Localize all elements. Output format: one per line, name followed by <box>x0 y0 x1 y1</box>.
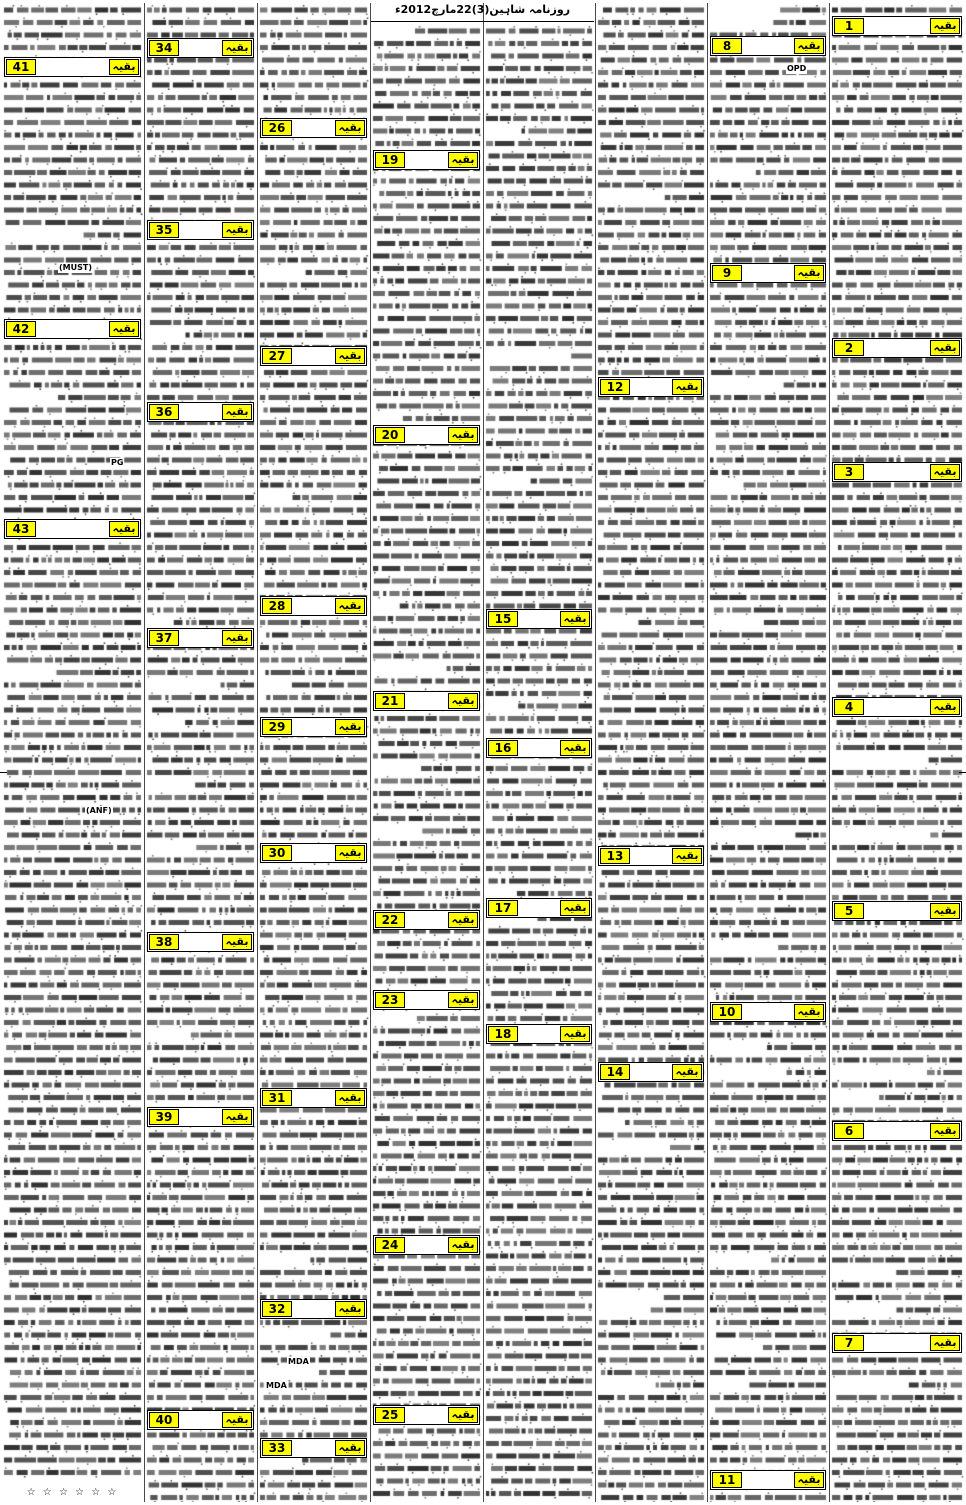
continuation-label: بقیہ <box>560 1026 590 1042</box>
continuation-marker <box>373 691 480 711</box>
continuation-marker <box>832 901 962 921</box>
continuation-label: بقیہ <box>794 1472 824 1488</box>
column-rule <box>595 3 596 1502</box>
continuation-marker <box>147 402 254 422</box>
column-rule <box>707 3 708 1502</box>
continuation-label: بقیہ <box>448 1407 478 1423</box>
continuation-label: بقیہ <box>335 1440 365 1456</box>
continuation-number: 12 <box>600 379 630 395</box>
text-fragment-must: (MUST) <box>59 263 92 272</box>
continuation-marker <box>373 1405 480 1425</box>
continuation-number: 8 <box>712 38 742 54</box>
continuation-marker <box>486 1024 592 1044</box>
continuation-number: 6 <box>834 1123 864 1139</box>
continuation-marker <box>832 697 962 717</box>
continuation-number: 15 <box>488 611 518 627</box>
masthead-rule <box>371 21 594 22</box>
continuation-marker <box>832 1333 962 1353</box>
continuation-label: بقیہ <box>335 120 365 136</box>
continuation-number: 3 <box>834 464 864 480</box>
continuation-marker <box>147 1107 254 1127</box>
continuation-number: 42 <box>6 321 36 337</box>
continuation-marker <box>710 263 826 283</box>
continuation-number: 2 <box>834 340 864 356</box>
continuation-marker <box>373 990 480 1010</box>
continuation-marker <box>260 717 367 737</box>
column-rule <box>370 3 371 1502</box>
continuation-number: 28 <box>262 598 292 614</box>
continuation-number: 11 <box>712 1472 742 1488</box>
continuation-label: بقیہ <box>222 1109 252 1125</box>
continuation-label: بقیہ <box>930 1123 960 1139</box>
continuation-label: بقیہ <box>560 611 590 627</box>
continuation-number: 33 <box>262 1440 292 1456</box>
continuation-label: بقیہ <box>930 699 960 715</box>
continuation-number: 39 <box>149 1109 179 1125</box>
crop-mark-left <box>0 772 7 773</box>
continuation-label: بقیہ <box>930 1335 960 1351</box>
continuation-marker <box>486 898 592 918</box>
continuation-number: 35 <box>149 222 179 238</box>
continuation-marker <box>710 1002 826 1022</box>
continuation-label: بقیہ <box>930 18 960 34</box>
continuation-number: 31 <box>262 1090 292 1106</box>
continuation-label: بقیہ <box>794 1004 824 1020</box>
continuation-marker <box>832 1121 962 1141</box>
continuation-marker <box>260 346 367 366</box>
continuation-label: بقیہ <box>222 40 252 56</box>
continuation-label: بقیہ <box>794 265 824 281</box>
continuation-number: 40 <box>149 1412 179 1428</box>
continuation-marker <box>832 338 962 358</box>
continuation-marker <box>260 1299 367 1319</box>
continuation-number: 25 <box>375 1407 405 1423</box>
masthead-dateline: روزنامہ شاہین(3)22مارچ2012ء <box>394 3 571 16</box>
continuation-marker <box>4 519 141 539</box>
continuation-label: بقیہ <box>222 1412 252 1428</box>
continuation-label: بقیہ <box>222 404 252 420</box>
column-rule <box>829 3 830 1502</box>
column-rule <box>257 3 258 1502</box>
continuation-marker <box>260 596 367 616</box>
column-body-text <box>596 3 706 1502</box>
continuation-marker <box>373 425 480 445</box>
crop-mark-right <box>959 772 966 773</box>
continuation-marker <box>4 319 141 339</box>
continuation-number: 4 <box>834 699 864 715</box>
continuation-label: بقیہ <box>560 740 590 756</box>
column-body-text <box>830 3 964 1502</box>
column-rule <box>144 3 145 1502</box>
column-rule <box>483 3 484 1502</box>
continuation-number: 36 <box>149 404 179 420</box>
continuation-marker <box>147 628 254 648</box>
continuation-number: 29 <box>262 719 292 735</box>
continuation-label: بقیہ <box>335 1090 365 1106</box>
continuation-number: 18 <box>488 1026 518 1042</box>
continuation-number: 16 <box>488 740 518 756</box>
continuation-number: 9 <box>712 265 742 281</box>
continuation-number: 27 <box>262 348 292 364</box>
continuation-number: 26 <box>262 120 292 136</box>
continuation-label: بقیہ <box>448 912 478 928</box>
text-fragment-pg: PG <box>111 458 124 467</box>
continuation-marker <box>710 1470 826 1490</box>
continuation-marker <box>4 57 141 77</box>
continuation-number: 24 <box>375 1237 405 1253</box>
continuation-marker <box>598 846 704 866</box>
continuation-label: بقیہ <box>335 598 365 614</box>
continuation-marker <box>260 1088 367 1108</box>
continuation-label: بقیہ <box>672 848 702 864</box>
continuation-marker <box>373 1235 480 1255</box>
continuation-label: بقیہ <box>930 340 960 356</box>
continuation-label: بقیہ <box>335 845 365 861</box>
column-body-text <box>2 3 143 1484</box>
continuation-number: 38 <box>149 934 179 950</box>
continuation-label: بقیہ <box>222 934 252 950</box>
continuation-marker <box>832 462 962 482</box>
continuation-label: بقیہ <box>448 152 478 168</box>
continuation-label: بقیہ <box>448 1237 478 1253</box>
continuation-label: بقیہ <box>448 992 478 1008</box>
continuation-number: 23 <box>375 992 405 1008</box>
text-fragment-opd: OPD <box>787 64 807 73</box>
continuation-label: بقیہ <box>335 719 365 735</box>
continuation-marker <box>147 932 254 952</box>
continuation-label: بقیہ <box>794 38 824 54</box>
continuation-label: بقیہ <box>109 321 139 337</box>
column-body-text <box>708 3 828 1502</box>
continuation-marker <box>373 150 480 170</box>
continuation-number: 13 <box>600 848 630 864</box>
continuation-marker <box>260 1438 367 1458</box>
column-body-text <box>371 24 482 1502</box>
continuation-number: 22 <box>375 912 405 928</box>
continuation-number: 21 <box>375 693 405 709</box>
continuation-label: بقیہ <box>560 900 590 916</box>
continuation-marker <box>147 38 254 58</box>
continuation-number: 37 <box>149 630 179 646</box>
continuation-label: بقیہ <box>672 1064 702 1080</box>
continuation-number: 32 <box>262 1301 292 1317</box>
continuation-label: بقیہ <box>222 630 252 646</box>
continuation-marker <box>832 16 962 36</box>
continuation-marker <box>486 738 592 758</box>
continuation-marker <box>598 377 704 397</box>
continuation-number: 30 <box>262 845 292 861</box>
continuation-marker <box>260 843 367 863</box>
continuation-label: بقیہ <box>109 521 139 537</box>
continuation-marker <box>147 220 254 240</box>
continuation-label: بقیہ <box>335 348 365 364</box>
continuation-number: 7 <box>834 1335 864 1351</box>
continuation-number: 17 <box>488 900 518 916</box>
continuation-number: 20 <box>375 427 405 443</box>
continuation-label: بقیہ <box>448 427 478 443</box>
continuation-number: 1 <box>834 18 864 34</box>
column-body-text <box>258 3 369 1502</box>
continuation-label: بقیہ <box>448 693 478 709</box>
continuation-marker <box>373 910 480 930</box>
continuation-number: 41 <box>6 59 36 75</box>
continuation-number: 14 <box>600 1064 630 1080</box>
continuation-label: بقیہ <box>109 59 139 75</box>
text-fragment-mda: MDA <box>288 1357 309 1366</box>
footer-ornament: ☆ ☆ ☆ ☆ ☆ ☆ <box>2 1487 143 1501</box>
continuation-label: بقیہ <box>930 903 960 919</box>
continuation-marker <box>486 609 592 629</box>
continuation-marker <box>260 118 367 138</box>
continuation-label: بقیہ <box>222 222 252 238</box>
continuation-number: 34 <box>149 40 179 56</box>
continuation-label: بقیہ <box>335 1301 365 1317</box>
continuation-label: بقیہ <box>672 379 702 395</box>
continuation-number: 10 <box>712 1004 742 1020</box>
continuation-number: 43 <box>6 521 36 537</box>
column-body-text <box>484 24 594 1502</box>
text-fragment-anf: (ANF) <box>86 806 112 815</box>
continuation-marker <box>598 1062 704 1082</box>
text-fragment-mda: MDA <box>266 1381 287 1390</box>
continuation-number: 5 <box>834 903 864 919</box>
continuation-marker <box>147 1410 254 1430</box>
continuation-marker <box>710 36 826 56</box>
continuation-number: 19 <box>375 152 405 168</box>
continuation-label: بقیہ <box>930 464 960 480</box>
